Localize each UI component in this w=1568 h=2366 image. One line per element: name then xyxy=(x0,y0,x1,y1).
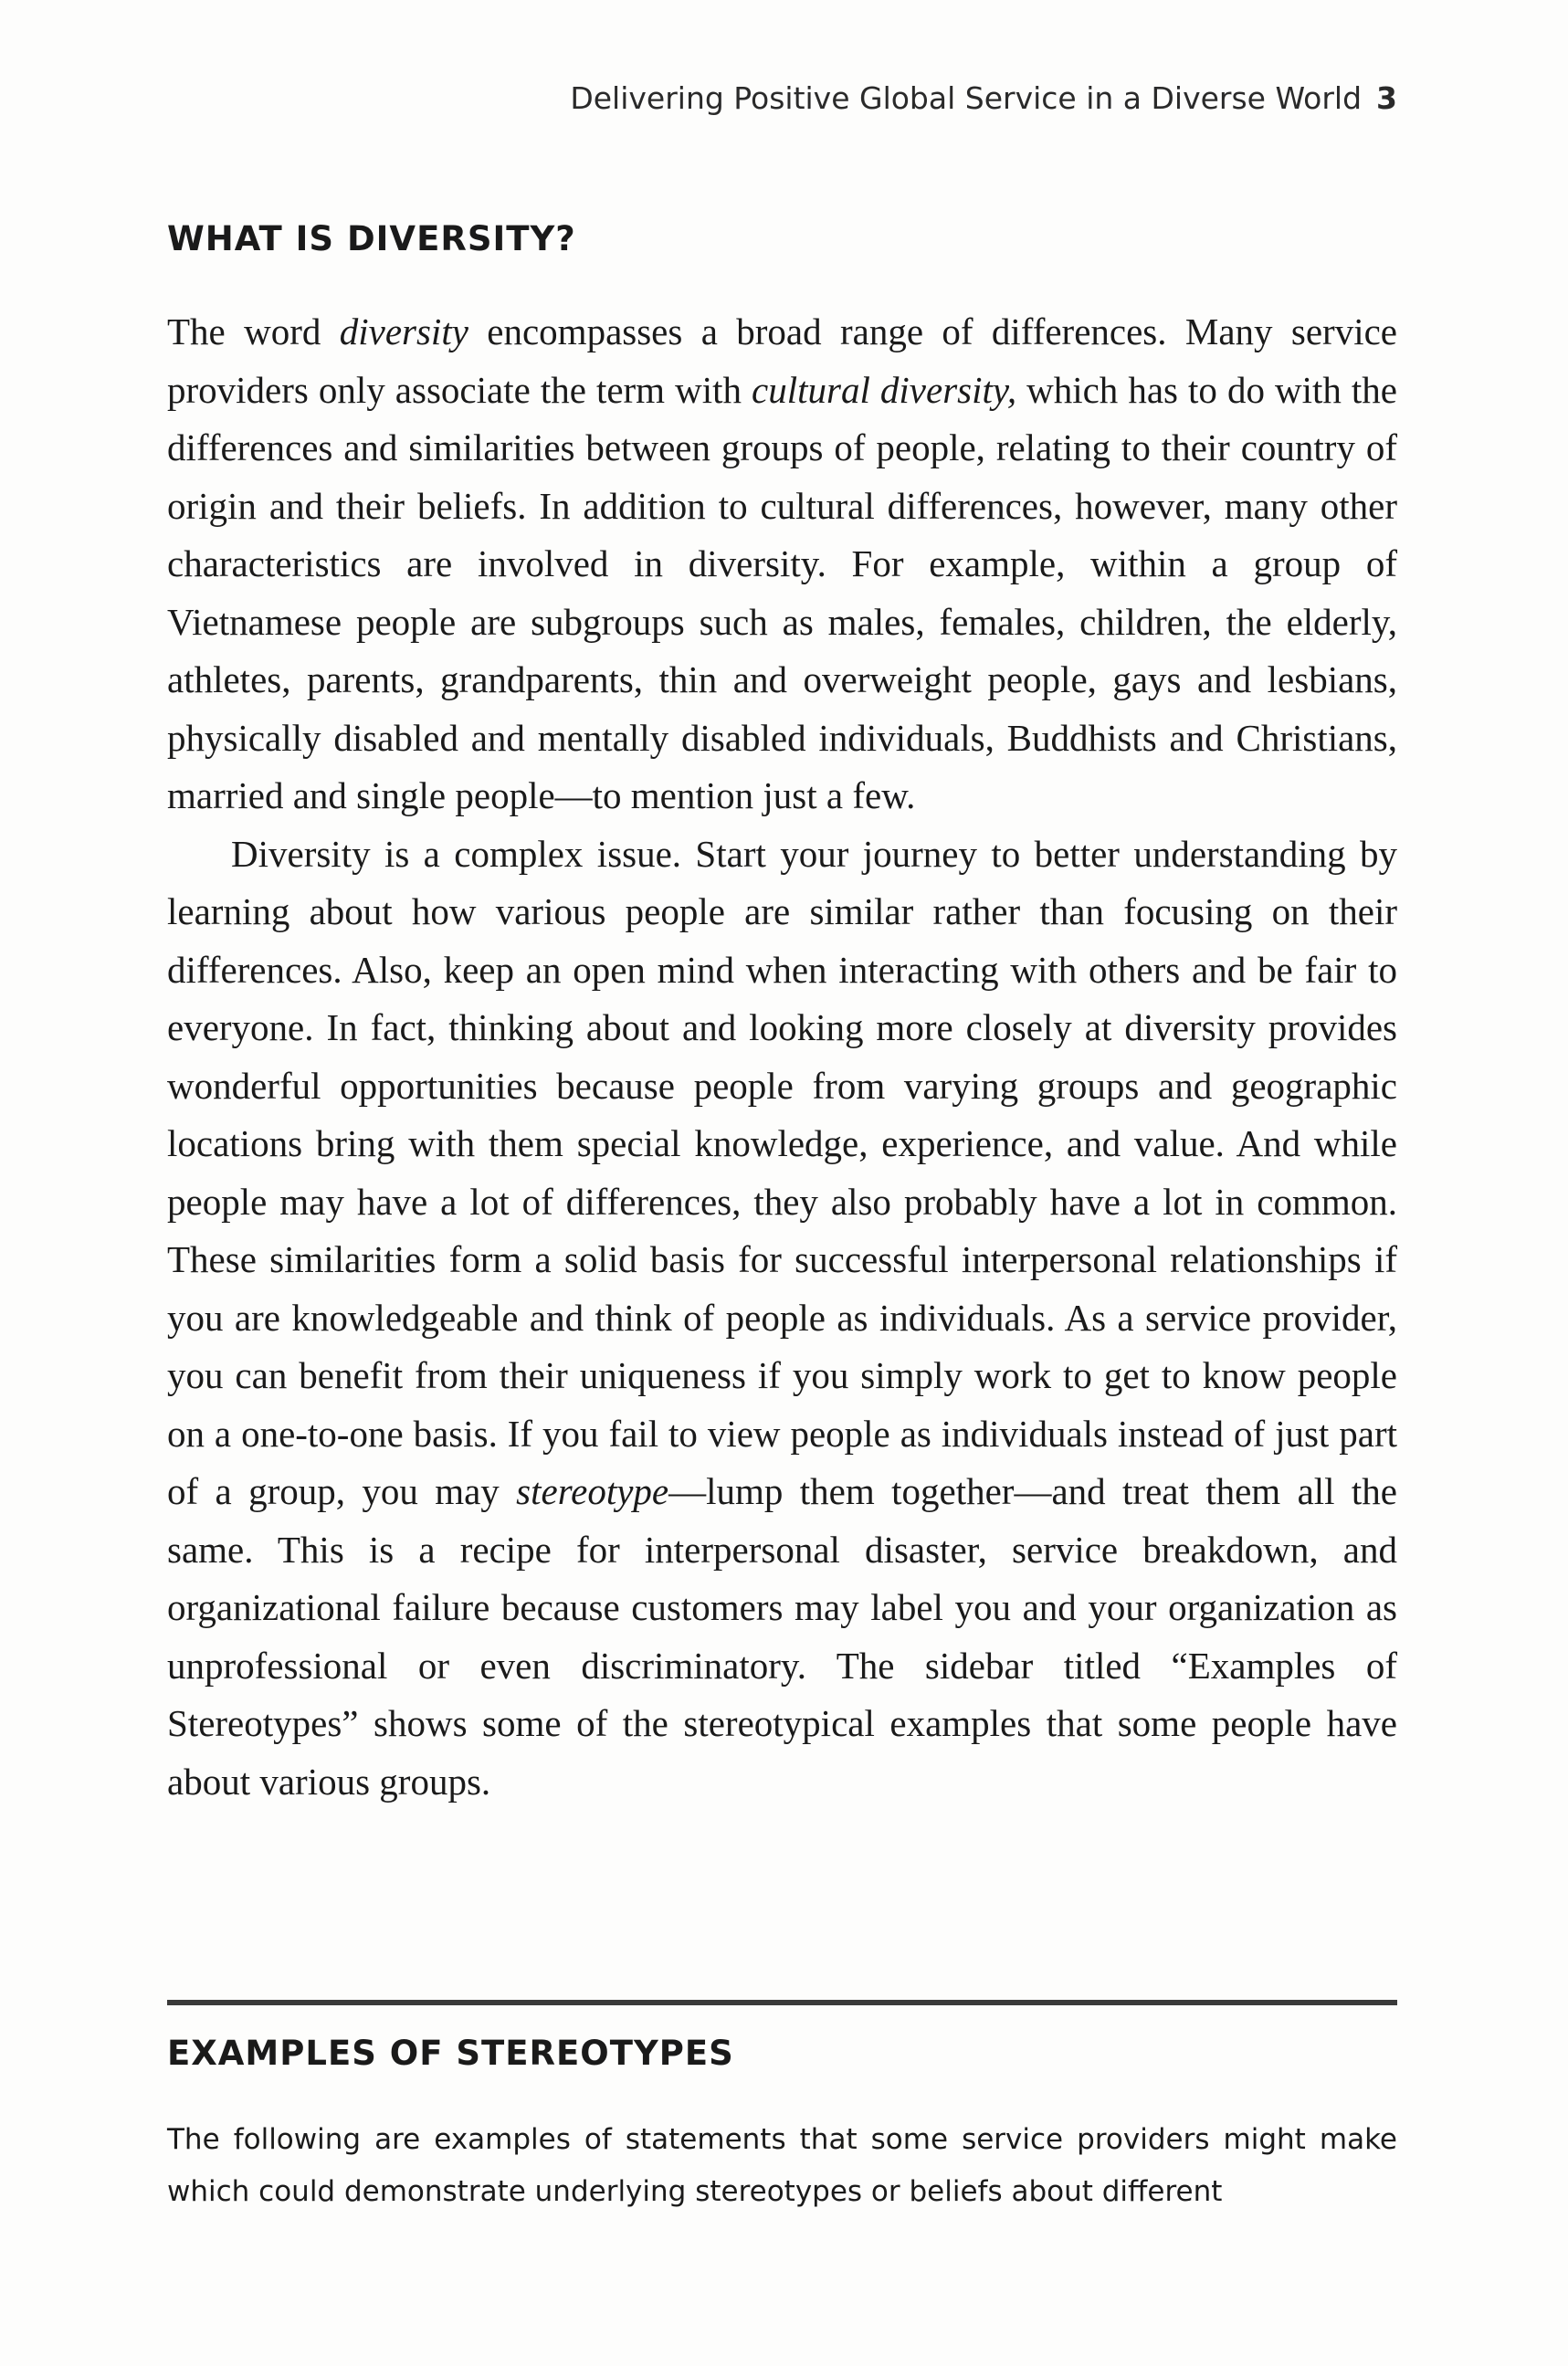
paragraph-2-text-b: —lump them together—and treat them all the same. This is a recipe for interpersonal disaster, service breakdown, and organizational failure because customers may label you and your organization as unprofessional or even discriminatory. The sidebar titled “Examples of Stereotypes” shows some of the stereotypical examples that some people have about various groups. xyxy=(167,1470,1398,1803)
running-head-title: Delivering Positive Global Service in a Diverse World xyxy=(570,80,1363,116)
section-heading-what-is-diversity: WHAT IS DIVERSITY? xyxy=(167,219,576,258)
sidebar-divider xyxy=(167,2000,1397,2005)
term-cultural-diversity: cultural diversity, xyxy=(752,368,1017,411)
sidebar-intro-text: The following are examples of statements that some service providers might make which could demonstrate underlying stereotypes or beliefs about different xyxy=(167,2123,1397,2208)
term-diversity: diversity xyxy=(339,310,468,352)
sidebar-heading-examples-of-stereotypes: EXAMPLES OF STEREOTYPES xyxy=(167,2034,734,2073)
paragraph-1-text-b: encompasses a broad range of differences. Many service providers only associate the term with xyxy=(167,310,1397,411)
page-number: 3 xyxy=(1376,80,1397,116)
paragraph-1 xyxy=(167,303,1397,825)
paragraph-1-text-a: The word xyxy=(167,310,340,352)
body-text xyxy=(167,303,1397,1811)
running-head xyxy=(570,80,1397,116)
term-stereotype: stereotype xyxy=(516,1470,669,1512)
paragraph-2-text-a: Diversity is a complex issue. Start your journey to better understanding by learning about how various people are similar rather than focusing on their differences. Also, keep an open mind when interacting with others and be fair to everyone. In fact, thinking about and looking more closely at diversity provides wonderful opportunities because people from varying groups and geographic locations bring with them special knowledge, experience, and value. And while people may have a lot of differences, they also probably have a lot in common. These similarities form a solid basis for successful interpersonal relationships if you are knowledgeable and think of people as individuals. As a service provider, you can benefit from their uniqueness if you simply work to get to know people on a one-to-one basis. If you fail to view people as individuals instead of just part of a group, you may xyxy=(167,832,1397,1512)
paragraph-1-text-c: which has to do with the differences and similarities between groups of people, relating to their country of origin and their beliefs. In addition to cultural differences, however, many other characteristics are involved in diversity. For example, within a group of Vietnamese people are subgroups such as males, females, children, the elderly, athletes, parents, grandparents, thin and overweight people, gays and lesbians, physically disabled and mentally disabled individuals, Buddhists and Christians, married and single people—to mention just a few. xyxy=(167,368,1397,816)
paragraph-2 xyxy=(167,825,1397,1812)
